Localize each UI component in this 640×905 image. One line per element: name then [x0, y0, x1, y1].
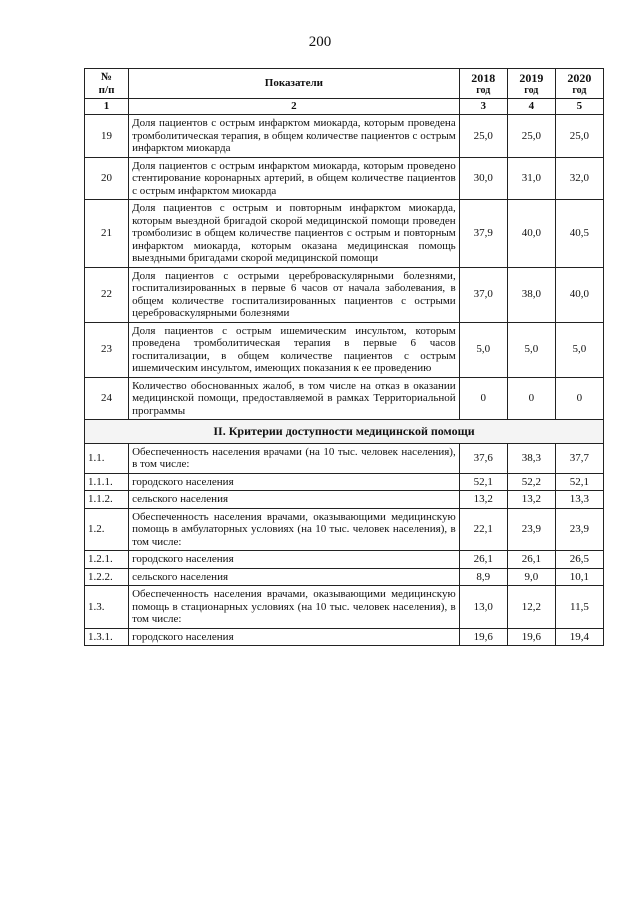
column-number: 5	[555, 99, 603, 115]
value-2018: 13,2	[459, 491, 507, 509]
table-row	[85, 628, 604, 646]
column-number: 3	[459, 99, 507, 115]
row-indicator: сельского населения	[129, 568, 460, 586]
value-2019: 40,0	[507, 200, 555, 268]
row-number: 22	[85, 267, 129, 322]
value-2019: 12,2	[507, 586, 555, 629]
value-2020: 10,1	[555, 568, 603, 586]
table-body-section	[85, 420, 604, 444]
column-number: 1	[85, 99, 129, 115]
row-indicator: Доля пациентов с острыми цереброваскулярными болезнями, госпитализированных в первые 6 часов от начала заболевания, в общем количестве госпитализированных пациентов с острыми цереброваскулярными болезнями	[129, 267, 460, 322]
column-numbers-row	[85, 99, 604, 115]
table-row	[85, 508, 604, 551]
value-2019: 5,0	[507, 322, 555, 377]
value-2020: 19,4	[555, 628, 603, 646]
row-number: 1.1.1.	[85, 473, 129, 491]
value-2019: 38,0	[507, 267, 555, 322]
table-row	[85, 443, 604, 473]
row-number: 19	[85, 115, 129, 158]
row-indicator: Обеспеченность населения врачами, оказывающими медицинскую помощь в стационарных условиях (на 10 тыс. человек населения), в том числе:	[129, 586, 460, 629]
value-2020: 5,0	[555, 322, 603, 377]
table-row	[85, 551, 604, 569]
row-indicator: Обеспеченность населения врачами, оказывающими медицинскую помощь в амбулаторных условиях (на 10 тыс. человек населения), в том числе:	[129, 508, 460, 551]
row-number: 1.2.1.	[85, 551, 129, 569]
page-number: 200	[308, 34, 332, 50]
value-2020: 40,5	[555, 200, 603, 268]
row-number: 1.3.	[85, 586, 129, 629]
value-2018: 37,0	[459, 267, 507, 322]
header-num: № п/п	[85, 69, 129, 99]
row-indicator: Обеспеченность населения врачами (на 10 тыс. человек населения), в том числе:	[129, 443, 460, 473]
header-year-2018: 2018 год	[459, 69, 507, 99]
row-indicator: Доля пациентов с острым инфарктом миокарда, которым проведено стентирование коронарных артерий, в общем количестве пациентов с острым инфарктом миокарда	[129, 157, 460, 200]
row-indicator: городского населения	[129, 551, 460, 569]
row-number: 1.2.2.	[85, 568, 129, 586]
value-2019: 0	[507, 377, 555, 420]
table-row	[85, 115, 604, 158]
value-2019: 13,2	[507, 491, 555, 509]
table-row	[85, 200, 604, 268]
value-2018: 37,6	[459, 443, 507, 473]
table-row	[85, 586, 604, 629]
row-indicator: городского населения	[129, 628, 460, 646]
row-number: 20	[85, 157, 129, 200]
section-row	[85, 420, 604, 444]
header-indicators: Показатели	[129, 69, 460, 99]
value-2020: 13,3	[555, 491, 603, 509]
value-2019: 9,0	[507, 568, 555, 586]
table-header-row	[85, 69, 604, 99]
value-2018: 52,1	[459, 473, 507, 491]
value-2018: 13,0	[459, 586, 507, 629]
row-indicator: Доля пациентов с острым инфарктом миокарда, которым проведена тромболитическая терапия, в общем количестве пациентов с острым инфарктом миокарда	[129, 115, 460, 158]
table-body-criteria-access	[85, 443, 604, 646]
value-2018: 0	[459, 377, 507, 420]
row-number: 1.2.	[85, 508, 129, 551]
value-2020: 32,0	[555, 157, 603, 200]
row-number: 21	[85, 200, 129, 268]
value-2020: 37,7	[555, 443, 603, 473]
value-2019: 23,9	[507, 508, 555, 551]
value-2019: 19,6	[507, 628, 555, 646]
value-2018: 5,0	[459, 322, 507, 377]
value-2020: 25,0	[555, 115, 603, 158]
value-2018: 22,1	[459, 508, 507, 551]
value-2019: 31,0	[507, 157, 555, 200]
row-indicator: сельского населения	[129, 491, 460, 509]
value-2018: 8,9	[459, 568, 507, 586]
value-2020: 11,5	[555, 586, 603, 629]
table-row	[85, 322, 604, 377]
indicators-table	[84, 68, 604, 646]
value-2018: 37,9	[459, 200, 507, 268]
value-2019: 26,1	[507, 551, 555, 569]
column-number: 4	[507, 99, 555, 115]
row-indicator: Доля пациентов с острым и повторным инфарктом миокарда, которым выездной бригадой скорой медицинской помощи проведен тромболизис в общем количестве пациентов с острым и повторным инфарктом миокарда, которым оказана медицинская помощь выездными бригадами скорой медицинской помощи	[129, 200, 460, 268]
table-row	[85, 267, 604, 322]
header-year-2019: 2019 год	[507, 69, 555, 99]
value-2019: 52,2	[507, 473, 555, 491]
value-2020: 52,1	[555, 473, 603, 491]
table-row	[85, 157, 604, 200]
table-body-criteria-quality	[85, 115, 604, 420]
row-number: 23	[85, 322, 129, 377]
row-indicator: Доля пациентов с острым ишемическим инсультом, которым проведена тромболитическая терапия в первые 6 часов госпитализации, в общем количестве пациентов с острым ишемическим инсультом, имеющих показания к ее проведению	[129, 322, 460, 377]
value-2018: 30,0	[459, 157, 507, 200]
value-2020: 26,5	[555, 551, 603, 569]
header-year-2020: 2020 год	[555, 69, 603, 99]
table-row	[85, 568, 604, 586]
row-number: 1.1.2.	[85, 491, 129, 509]
row-number: 1.3.1.	[85, 628, 129, 646]
value-2019: 25,0	[507, 115, 555, 158]
section-title: II. Критерии доступности медицинской помощи	[85, 420, 604, 444]
table-row	[85, 473, 604, 491]
table-row	[85, 491, 604, 509]
table-row	[85, 377, 604, 420]
value-2020: 23,9	[555, 508, 603, 551]
value-2020: 0	[555, 377, 603, 420]
value-2020: 40,0	[555, 267, 603, 322]
row-number: 1.1.	[85, 443, 129, 473]
row-indicator: Количество обоснованных жалоб, в том числе на отказ в оказании медицинской помощи, предоставляемой в рамках Территориальной программы	[129, 377, 460, 420]
row-number: 24	[85, 377, 129, 420]
value-2019: 38,3	[507, 443, 555, 473]
value-2018: 25,0	[459, 115, 507, 158]
value-2018: 19,6	[459, 628, 507, 646]
row-indicator: городского населения	[129, 473, 460, 491]
value-2018: 26,1	[459, 551, 507, 569]
column-number: 2	[129, 99, 460, 115]
